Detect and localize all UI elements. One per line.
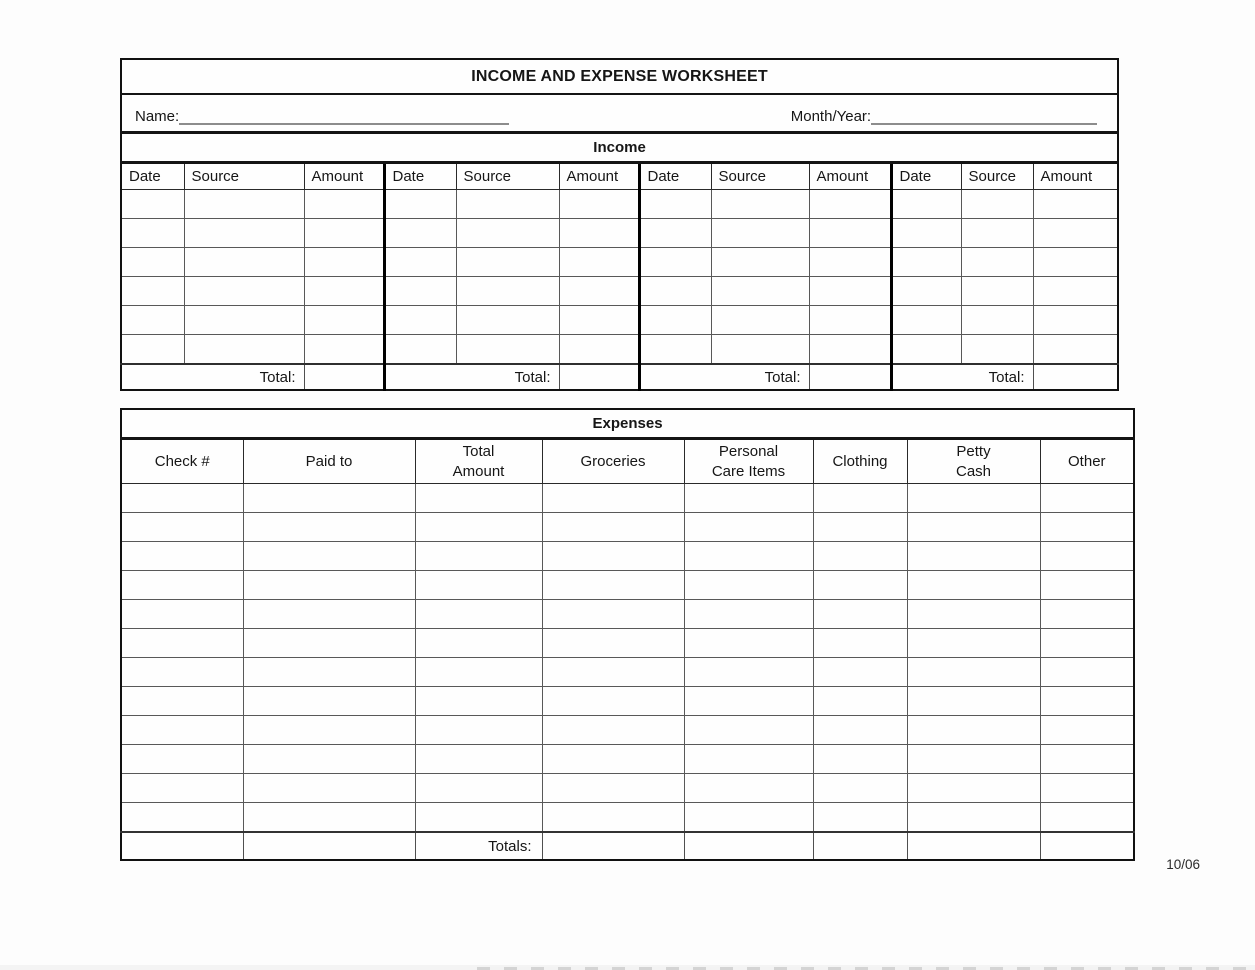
income-cell	[711, 277, 809, 306]
expense-cell	[542, 513, 684, 542]
expense-cell	[243, 484, 415, 513]
expense-total-cell	[1040, 832, 1134, 860]
expense-cell	[684, 513, 813, 542]
worksheet-title: INCOME AND EXPENSE WORKSHEET	[121, 59, 1118, 94]
income-cell	[1033, 306, 1118, 335]
income-col-header-source: Source	[961, 163, 1033, 190]
expense-col-header-personal-care-items: Personal Care Items	[684, 439, 813, 484]
income-worksheet-table	[120, 58, 1119, 391]
expense-cell	[415, 716, 542, 745]
income-cell	[456, 335, 559, 365]
income-col-header-date: Date	[891, 163, 961, 190]
income-cell	[639, 277, 711, 306]
income-data-row	[121, 219, 1118, 248]
income-cell	[121, 190, 184, 219]
income-cell	[184, 335, 304, 365]
expenses-section-header: Expenses	[121, 409, 1134, 439]
expense-data-row	[121, 513, 1134, 542]
income-col-header-date: Date	[121, 163, 184, 190]
income-cell	[961, 306, 1033, 335]
expense-cell	[907, 803, 1040, 833]
income-cell	[809, 219, 891, 248]
expense-cell	[415, 658, 542, 687]
expenses-totals-label: Totals:	[415, 832, 542, 860]
expense-cell	[415, 513, 542, 542]
expense-data-row	[121, 774, 1134, 803]
income-cell	[184, 277, 304, 306]
expense-cell	[813, 687, 907, 716]
income-cell	[456, 277, 559, 306]
income-cell	[559, 248, 639, 277]
expense-cell	[542, 600, 684, 629]
expense-cell	[907, 687, 1040, 716]
expense-cell	[121, 484, 243, 513]
expense-data-row	[121, 484, 1134, 513]
income-col-header-source: Source	[456, 163, 559, 190]
income-total-amount-cell	[809, 364, 891, 390]
income-cell	[121, 306, 184, 335]
expense-total-cell	[907, 832, 1040, 860]
income-cell	[891, 219, 961, 248]
expense-cell	[243, 774, 415, 803]
income-total-amount-cell	[559, 364, 639, 390]
expense-cell	[813, 571, 907, 600]
expense-cell	[542, 774, 684, 803]
expense-cell	[121, 513, 243, 542]
income-cell	[639, 190, 711, 219]
expense-col-header-check-number: Check #	[121, 439, 243, 484]
expense-cell	[684, 629, 813, 658]
expense-cell	[813, 716, 907, 745]
expense-data-row	[121, 600, 1134, 629]
expense-cell	[907, 629, 1040, 658]
expense-cell	[1040, 571, 1134, 600]
expense-cell	[684, 571, 813, 600]
expense-cell	[243, 629, 415, 658]
income-col-header-date: Date	[639, 163, 711, 190]
income-cell	[304, 219, 384, 248]
expense-cell	[813, 745, 907, 774]
expense-cell	[121, 832, 243, 860]
income-cell	[559, 306, 639, 335]
income-cell	[891, 190, 961, 219]
income-col-header-amount: Amount	[304, 163, 384, 190]
income-col-header-amount: Amount	[559, 163, 639, 190]
expense-cell	[684, 774, 813, 803]
income-cell	[121, 219, 184, 248]
expense-cell	[1040, 803, 1134, 833]
income-cell	[384, 248, 456, 277]
income-total-label: Total:	[384, 364, 559, 390]
expense-cell	[907, 774, 1040, 803]
expense-cell	[1040, 542, 1134, 571]
expense-cell	[243, 745, 415, 774]
expense-cell	[1040, 716, 1134, 745]
expense-cell	[243, 571, 415, 600]
expense-cell	[121, 687, 243, 716]
expense-cell	[121, 542, 243, 571]
income-cell	[1033, 248, 1118, 277]
expense-data-row	[121, 542, 1134, 571]
income-cell	[304, 248, 384, 277]
expense-cell	[907, 484, 1040, 513]
income-cell	[304, 306, 384, 335]
income-cell	[891, 306, 961, 335]
expense-data-row	[121, 803, 1134, 833]
expense-cell	[907, 716, 1040, 745]
expense-cell	[813, 629, 907, 658]
income-data-row	[121, 277, 1118, 306]
income-cell	[711, 190, 809, 219]
income-section-header: Income	[121, 133, 1118, 163]
income-col-header-date: Date	[384, 163, 456, 190]
expenses-totals-row	[121, 832, 1134, 860]
expense-data-row	[121, 687, 1134, 716]
expense-cell	[813, 774, 907, 803]
expense-cell	[813, 542, 907, 571]
expense-cell	[684, 716, 813, 745]
income-cell	[559, 219, 639, 248]
income-col-header-source: Source	[711, 163, 809, 190]
income-cell	[711, 335, 809, 365]
expense-cell	[1040, 484, 1134, 513]
income-cell	[1033, 277, 1118, 306]
income-total-label: Total:	[121, 364, 304, 390]
name-month-row	[121, 94, 1118, 133]
expense-cell	[542, 629, 684, 658]
expense-cell	[243, 542, 415, 571]
expense-cell	[542, 687, 684, 716]
expense-cell	[121, 716, 243, 745]
month-year-label: Month/Year:	[790, 108, 872, 125]
income-cell	[961, 219, 1033, 248]
income-cell	[1033, 190, 1118, 219]
income-cell	[184, 219, 304, 248]
expense-cell	[415, 745, 542, 774]
income-cell	[121, 248, 184, 277]
expense-cell	[415, 803, 542, 833]
expense-cell	[243, 832, 415, 860]
income-col-header-source: Source	[184, 163, 304, 190]
expense-cell	[121, 745, 243, 774]
expense-cell	[542, 658, 684, 687]
expense-cell	[813, 658, 907, 687]
expense-data-row	[121, 745, 1134, 774]
income-total-row	[121, 364, 1118, 390]
income-cell	[711, 248, 809, 277]
expense-cell	[907, 542, 1040, 571]
month-year-underline-field	[871, 108, 1097, 125]
expense-cell	[684, 484, 813, 513]
income-cell	[384, 219, 456, 248]
expense-cell	[243, 658, 415, 687]
expense-cell	[907, 745, 1040, 774]
income-cell	[639, 219, 711, 248]
income-cell	[121, 335, 184, 365]
expense-cell	[542, 571, 684, 600]
expense-cell	[813, 513, 907, 542]
expense-cell	[415, 571, 542, 600]
income-cell	[809, 335, 891, 365]
expense-col-header-groceries: Groceries	[542, 439, 684, 484]
income-total-label: Total:	[639, 364, 809, 390]
expenses-table	[120, 408, 1135, 861]
income-cell	[304, 277, 384, 306]
expense-cell	[684, 745, 813, 774]
income-cell	[184, 306, 304, 335]
expense-cell	[1040, 745, 1134, 774]
expense-cell	[243, 600, 415, 629]
expense-cell	[1040, 513, 1134, 542]
income-cell	[559, 190, 639, 219]
expense-cell	[813, 484, 907, 513]
income-cell	[304, 335, 384, 365]
expense-data-row	[121, 716, 1134, 745]
income-total-amount-cell	[304, 364, 384, 390]
expense-cell	[542, 803, 684, 833]
income-cell	[809, 248, 891, 277]
income-col-header-amount: Amount	[1033, 163, 1118, 190]
income-cell	[304, 190, 384, 219]
expense-cell	[684, 687, 813, 716]
expense-cell	[907, 658, 1040, 687]
expense-cell	[415, 600, 542, 629]
income-cell	[456, 219, 559, 248]
expense-cell	[415, 484, 542, 513]
income-cell	[961, 248, 1033, 277]
expense-col-header-other: Other	[1040, 439, 1134, 484]
income-data-row	[121, 335, 1118, 365]
income-cell	[121, 277, 184, 306]
income-cell	[809, 190, 891, 219]
income-cell	[809, 306, 891, 335]
expense-cell	[542, 716, 684, 745]
income-cell	[456, 190, 559, 219]
expense-cell	[1040, 774, 1134, 803]
expenses-header-row	[121, 439, 1134, 484]
income-cell	[559, 335, 639, 365]
expense-cell	[243, 716, 415, 745]
expense-col-header-clothing: Clothing	[813, 439, 907, 484]
income-cell	[711, 306, 809, 335]
income-cell	[639, 335, 711, 365]
expense-cell	[121, 600, 243, 629]
expense-data-row	[121, 571, 1134, 600]
name-underline-field	[179, 108, 509, 125]
expense-cell	[121, 571, 243, 600]
income-cell	[456, 248, 559, 277]
expense-cell	[684, 803, 813, 833]
expense-cell	[243, 513, 415, 542]
expense-total-cell	[542, 832, 684, 860]
name-label: Name:	[135, 108, 180, 125]
expense-data-row	[121, 658, 1134, 687]
income-cell	[1033, 219, 1118, 248]
expense-cell	[1040, 658, 1134, 687]
expense-col-header-petty-cash: Petty Cash	[907, 439, 1040, 484]
income-total-label: Total:	[891, 364, 1033, 390]
revision-date-note: 10/06	[1166, 857, 1200, 872]
expense-cell	[813, 600, 907, 629]
income-cell	[961, 190, 1033, 219]
expense-cell	[813, 803, 907, 833]
expense-cell	[415, 774, 542, 803]
income-cell	[384, 306, 456, 335]
expense-cell	[415, 687, 542, 716]
expense-cell	[684, 658, 813, 687]
expense-cell	[121, 803, 243, 833]
income-cell	[456, 306, 559, 335]
income-cell	[639, 248, 711, 277]
expense-cell	[907, 513, 1040, 542]
expense-cell	[415, 629, 542, 658]
expense-cell	[684, 600, 813, 629]
income-cell	[559, 277, 639, 306]
expense-cell	[121, 658, 243, 687]
income-cell	[891, 277, 961, 306]
expense-col-header-total-amount: Total Amount	[415, 439, 542, 484]
expense-cell	[542, 484, 684, 513]
expense-total-cell	[813, 832, 907, 860]
expense-cell	[542, 542, 684, 571]
income-col-header-amount: Amount	[809, 163, 891, 190]
expense-cell	[907, 600, 1040, 629]
income-cell	[184, 248, 304, 277]
income-header-row	[121, 163, 1118, 190]
expense-cell	[907, 571, 1040, 600]
expense-cell	[1040, 600, 1134, 629]
expense-cell	[1040, 687, 1134, 716]
income-data-row	[121, 248, 1118, 277]
expense-cell	[121, 629, 243, 658]
income-cell	[961, 277, 1033, 306]
income-cell	[809, 277, 891, 306]
expense-cell	[542, 745, 684, 774]
income-cell	[384, 190, 456, 219]
expense-total-cell	[684, 832, 813, 860]
expense-cell	[121, 774, 243, 803]
expense-cell	[243, 687, 415, 716]
income-cell	[639, 306, 711, 335]
expense-cell	[1040, 629, 1134, 658]
expense-cell	[243, 803, 415, 833]
income-data-row	[121, 306, 1118, 335]
expense-cell	[415, 542, 542, 571]
income-cell	[891, 335, 961, 365]
expense-data-row	[121, 629, 1134, 658]
income-cell	[891, 248, 961, 277]
income-cell	[184, 190, 304, 219]
income-data-row	[121, 190, 1118, 219]
income-cell	[384, 277, 456, 306]
income-cell	[1033, 335, 1118, 365]
income-total-amount-cell	[1033, 364, 1118, 390]
income-cell	[711, 219, 809, 248]
expense-cell	[684, 542, 813, 571]
income-cell	[961, 335, 1033, 365]
expense-col-header-paid-to: Paid to	[243, 439, 415, 484]
income-cell	[384, 335, 456, 365]
